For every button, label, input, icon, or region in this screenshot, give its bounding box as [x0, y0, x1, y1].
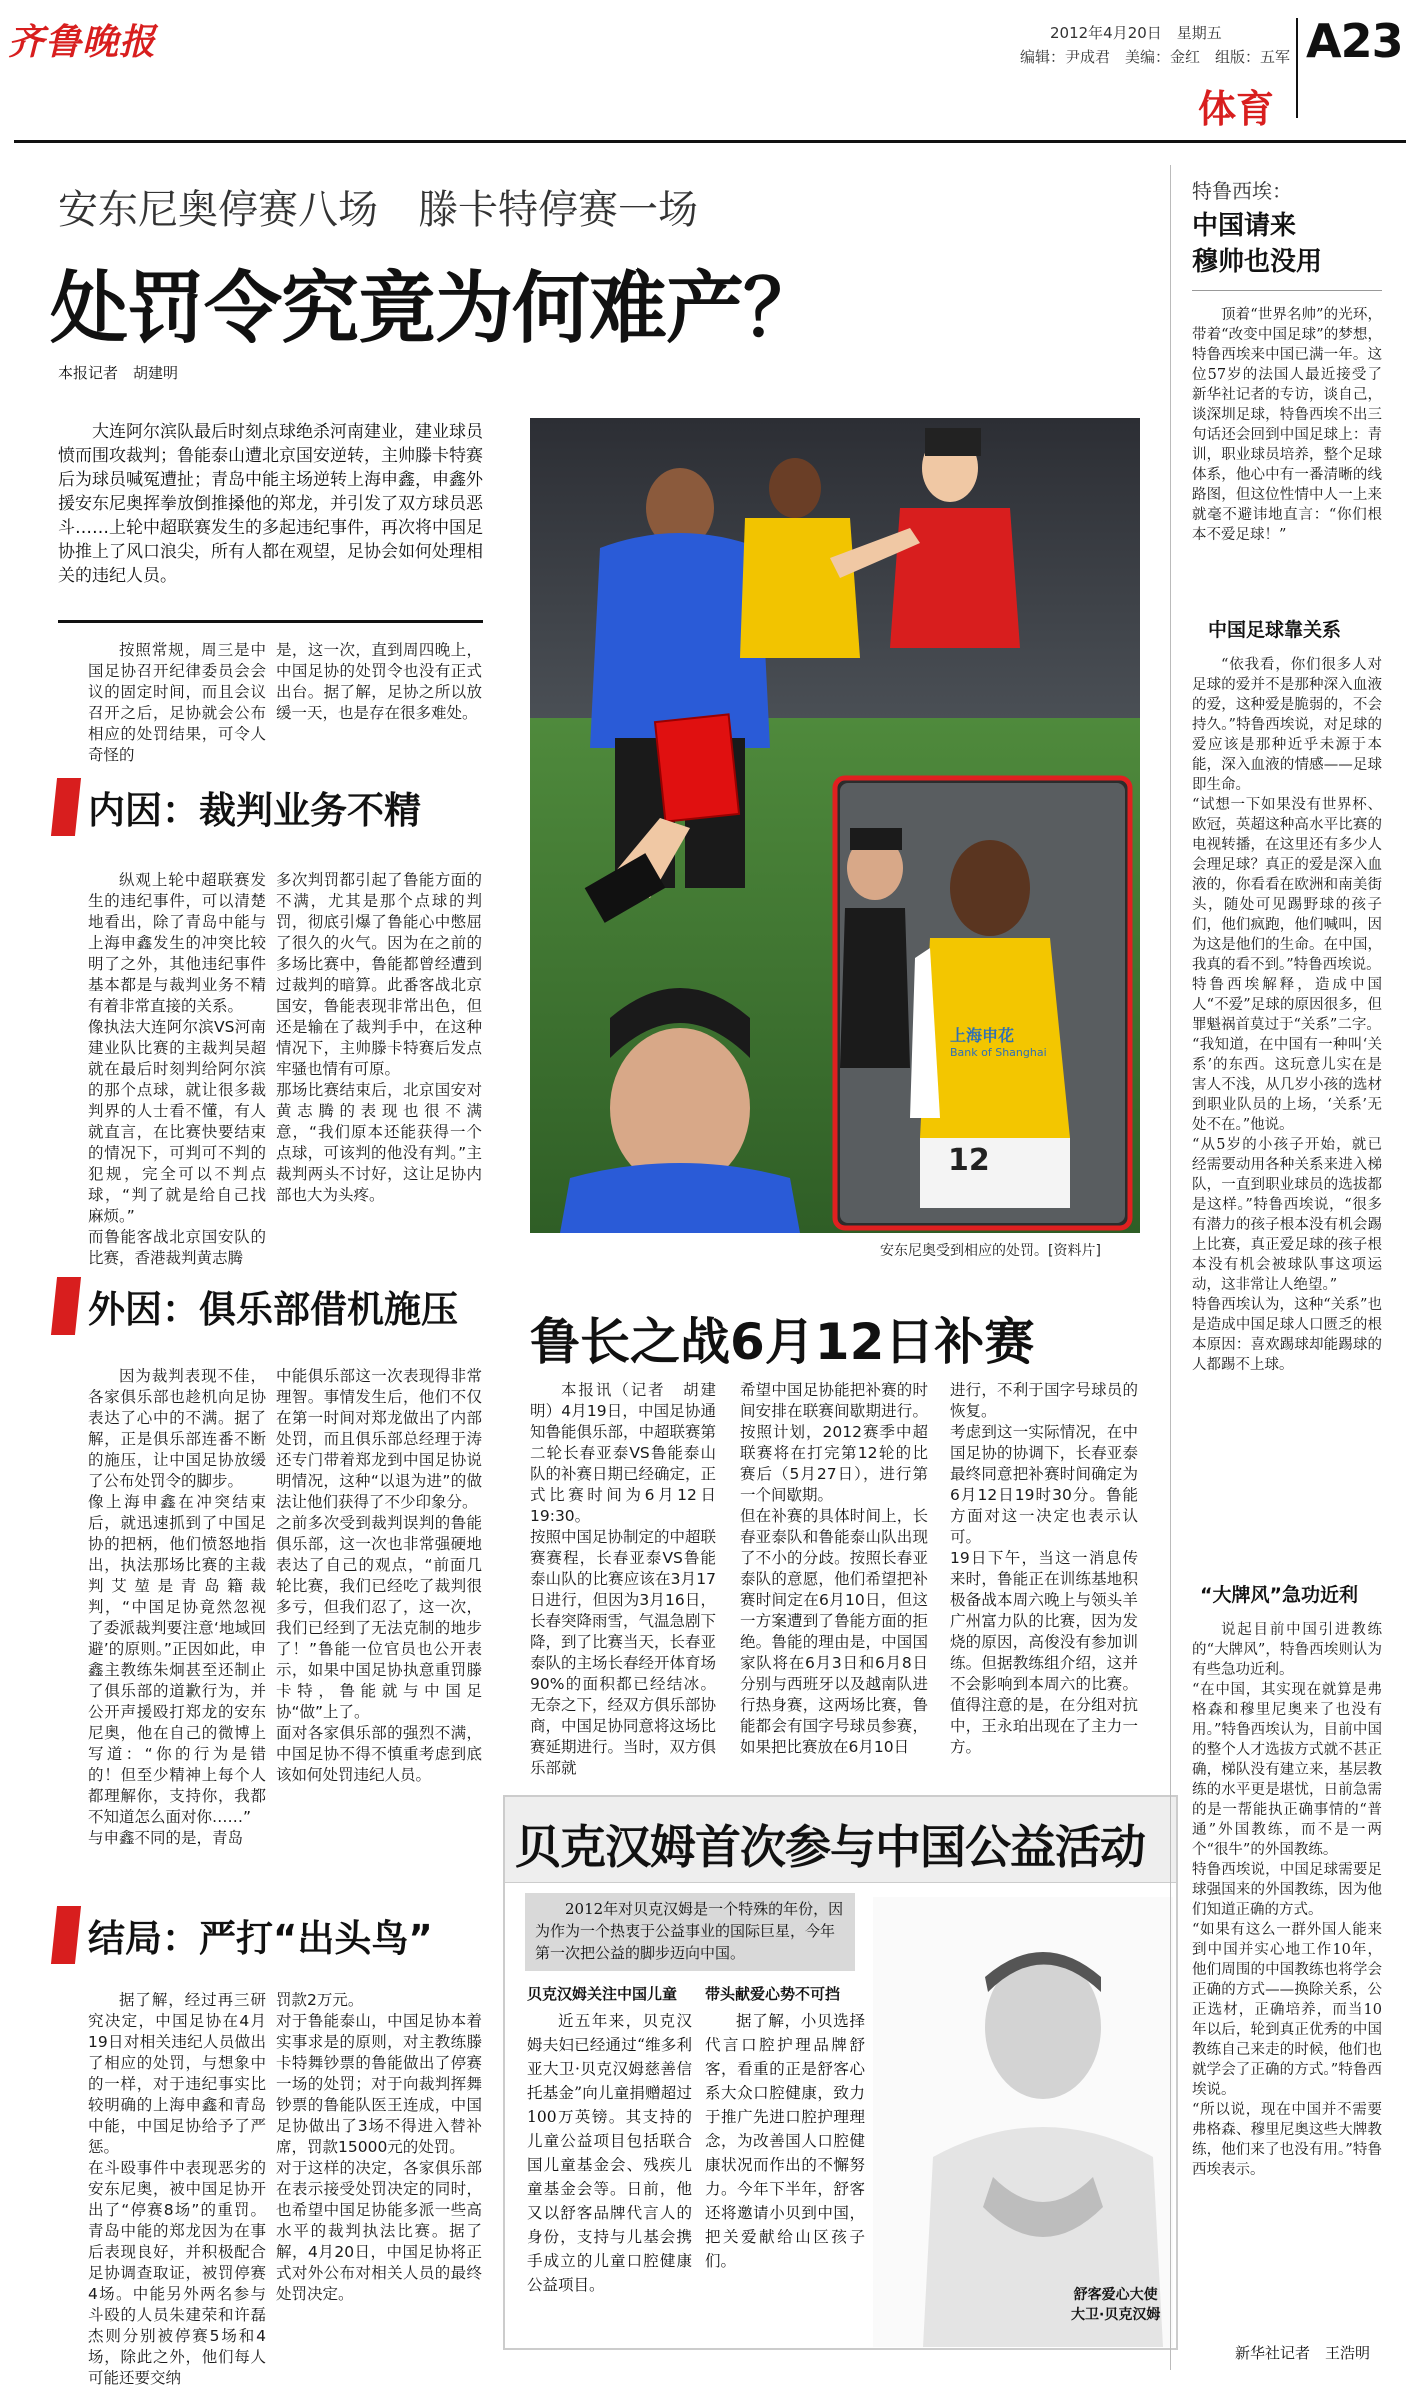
section-1-col-1: 纵观上轮中超联赛发生的违纪事件，可以清楚地看出，除了青岛中能与上海申鑫发生的冲突比较明了之外，其他违纪事件基本都是与裁判业务不精有着非常直接的关系。 像执法大连阿尔滨VS河南建业队比赛的主裁判吴超就在最后时刻判给阿尔滨的那个点球，就让很多裁判界的人士看不懂，有人就直言，在比赛快要结束的情况下，可判可不判的犯规，完全可以不判点球，“判了就是给自己找麻烦。” 而鲁能客战北京国安队的比赛，香港裁判黄志腾 [88, 871, 266, 1267]
editor-line: 编辑：尹成君 美编：金红 组版：五军 [1020, 48, 1291, 66]
photo-caption: 安东尼奥受到相应的处罚。[资料片] [880, 1243, 1101, 1259]
beckham-col-2-title: 带头献爱心势不可挡 [705, 1985, 841, 2003]
intro-col-2: 是，这一次，直到周四晚上，中国足协的处罚令也没有正式出台。据了解，足协之所以放缓一天，也是存在很多难处。 [276, 641, 482, 722]
sponsor-english: Bank of Shanghai [950, 1046, 1047, 1059]
story-headline: 处罚令究竟为何难产？ [50, 264, 821, 354]
section-3-col-2: 罚款2万元。 对于鲁能泰山，中国足协本着实事求是的原则，对主教练滕卡特舞钞票的鲁能做出了停赛一场的处罚；对于向裁判挥舞钞票的鲁能队医王连成，中国足协做出了3场不得进入替补席，罚款15000元的处罚。 对于这样的决定，各家俱乐部在表示接受处罚决定的同时，也希望中国足协能多派一些高水平的裁判执法比赛。据了解，4月20日，中国足协将正式对外公布对相关人员的最终处罚决定。 [276, 1991, 482, 2303]
section-title: 内因：裁判业务不精 [88, 789, 421, 832]
date-line: 2012年4月20日 星期五 [1050, 24, 1222, 42]
section-marker [51, 1277, 81, 1335]
header-divider [1296, 18, 1298, 118]
section-1-col-2: 多次判罚都引起了鲁能方面的不满，尤其是那个点球的判罚，彻底引爆了鲁能心中憋屈了很久的火气。因为在之前的多场比赛中，鲁能都曾经遭到过裁判的暗算。此番客战北京国安，鲁能表现非常出色，但还是输在了裁判手中，在这种情况下，主帅滕卡特赛后发点牢骚也情有可原。 那场比赛结束后，北京国安对黄志腾的表现也很不满意，“我们原本还能获得一个点球，可该判的他没有判。”主裁判两头不讨好，这让足协内部也大为头疼。 [276, 871, 482, 1204]
section-name: 体育 [1198, 87, 1275, 131]
story-lede: 大连阿尔滨队最后时刻点球绝杀河南建业，建业球员愤而围攻裁判；鲁能泰山遭北京国安逆转，主帅滕卡特赛后为球员喊冤遭扯；青岛中能主场逆转上海申鑫，申鑫外援安东尼奥挥拳放倒推搡他的郑龙，并引发了双方球员恶斗……上轮中超联赛发生的多起违纪事件，再次将中国足协推上了风口浪尖，所有人都在观望，足协会如何处理相关的违纪人员。 [58, 422, 483, 586]
beckham-intro: 2012年对贝克汉姆是一个特殊的年份，因为作为一个热衷于公益事业的国际巨星，今年第一次把公益的脚步迈向中国。 [525, 1893, 855, 1971]
sidebar-subhead-2: “大牌风”急功近利 [1200, 1584, 1358, 1606]
newspaper-logo: 齐鲁晚报 [8, 21, 157, 63]
sidebar-divider [1170, 165, 1171, 2370]
sidebar-para-2: “依我看，你们很多人对足球的爱并不是那种深入血液的爱，这种爱是脆弱的，不会持久。”特鲁西埃说，对足球的爱应该是那种近乎未源于本能，深入血液的情感——足球即生命。 “试想一下如果没有世界杯、欧冠，英超这种高水平比赛的电视转播，在这里还有多少人会理足球？真正的爱是深入血液的，你看看在欧洲和南美街头，随处可见踢野球的孩子们，他们疯跑，他们喊叫，因为这是他们的生命。在中国，我真的看不到。”特鲁西埃说。 特鲁西埃解释，造成中国人“不爱”足球的原因很多，但罪魁祸首莫过于“关系”二字。 “我知道，在中国有一种叫‘关系’的东西。这玩意儿实在是害人不浅，从几岁小孩的选材到职业队员的上场，‘关系’无处不在。”他说。 “从5岁的小孩子开始，就已经需要动用各种关系来进入梯队，一直到职业球员的选拔都是这样。”特鲁西埃说，“很多有潜力的孩子根本没有机会踢上比赛，真正爱足球的孩子根本没有机会被球队事这项运动，这非常让人绝望。” 特鲁西埃认为，这种“关系”也是造成中国足球人口匮乏的根本原因：喜欢踢球却能踢球的人都踢不上球。 [1192, 657, 1382, 1373]
second-story-col-3: 进行，不利于国字号球员的恢复。 考虑到这一实际情况，在中国足协的协调下，长春亚泰最终同意把补赛时间确定为6月12日19时30分。鲁能方面对这一决定也表示认可。 19日下午，当这一消息传来时，鲁能正在训练基地积极备战本周六晚上与领头羊广州富力队的比赛，因为发烧的原因，高俊没有参加训练。但据教练组介绍，这并不会影响到本周六的比赛。值得注意的是，在分组对抗中，王永珀出现在了主力一方。 [950, 1381, 1138, 1756]
sidebar-byline: 新华社记者 王浩明 [1235, 2344, 1371, 2362]
section-2-col-1: 因为裁判表现不佳，各家俱乐部也趁机向足协表达了心中的不满。据了解，正是俱乐部连番不断的施压，让中国足协放缓了公布处罚令的脚步。 像上海申鑫在冲突结束后，就迅速抓到了中国足协的把柄，他们愤怒地指出，执法那场比赛的主裁判艾堃是青岛籍裁判，“中国足协竟然忽视了委派裁判要注意‘地域回避’的原则。”正因如此，申鑫主教练朱炯甚至还制止了俱乐部的道歉行为，并公开声援殴打郑龙的安东尼奥，他在自己的微博上写道：“你的行为是错的！但至少精神上每个人都理解你，支持你，我都不知道怎么面对你……” 与申鑫不同的是，青岛 [88, 1367, 266, 1847]
story-kicker: 安东尼奥停赛八场 滕卡特停赛一场 [58, 187, 698, 233]
sidebar-kicker: 特鲁西埃： [1192, 179, 1292, 203]
beckham-col-1: 近五年来，贝克汉姆夫妇已经通过“维多利亚大卫·贝克汉姆慈善信托基金”向儿童捐赠超过100万英镑。其支持的儿童公益项目包括联合国儿童基金会、残疾儿童基金会等。日前，他又以舒客品牌代言人的身份，支持与儿基会携手成立的儿童口腔健康公益项目。 [527, 2012, 692, 2294]
sidebar-rule [1192, 290, 1382, 291]
sponsor-text: 上海申花 [950, 1026, 1015, 1045]
second-story-headline: 鲁长之战6月12日补赛 [530, 1313, 1035, 1371]
beckham-col-2: 据了解，小贝选择代言口腔护理品牌舒客，看重的正是舒客心系大众口腔健康，致力于推广先进口腔护理理念，为改善国人口腔健康状况而作出的不懈努力。今年下半年，舒客还将邀请小贝到中国，把关爱献给山区孩子们。 [705, 2012, 865, 2270]
section-heading-internal [54, 778, 421, 836]
page-number: A23 [1306, 14, 1403, 68]
sidebar-para-3: 说起目前中国引进教练的“大牌风”，特鲁西埃则认为有些急功近利。 “在中国，其实现在就算是弗格森和穆里尼奥来了也没有用。”特鲁西埃认为，目前中国的整个人才选拔方式就不甚正确，梯队没有建立来，基层教练的水平更是堪忧，日前急需的是一帮能执正确事情的“普通”外国教练，而不是一两个“很牛”的外国教练。 特鲁西埃说，中国足球需要足球强国来的外国教练，因为他们知道正确的方式。 “如果有这么一群外国人能来到中国并实心地工作10年，他们周围的中国教练也将学会正确的方式——换除关系，公正选材，正确培养，而当10年以后，轮到真正优秀的中国教练自己来走的时候，他们也就学会了正确的方式。”特鲁西埃说。 “所以说，现在中国并不需要弗格森、穆里尼奥这些大牌教练，他们来了也没有用。”特鲁西埃表示。 [1192, 1622, 1382, 2178]
lede-rule [58, 620, 483, 623]
photo-illustration [530, 418, 1140, 1233]
section-heading-external [54, 1277, 458, 1335]
jersey-number: 12 [948, 1143, 990, 1178]
sidebar-para-1: 顶着“世界名帅”的光环，带着“改变中国足球”的梦想，特鲁西埃来中国已满一年。这位57岁的法国人最近接受了新华社记者的专访，谈自己，谈深圳足球，特鲁西埃不出三句话还会回到中国足球上：青训，职业球员培养，整个足球体系，他心中有一番清晰的线路图，但这位性情中人一上来就毫不避讳地直言：“你们根本不爱足球！” [1192, 307, 1382, 543]
sidebar-headline: 中国请来 穆帅也没用 [1192, 211, 1323, 277]
header-rule [14, 140, 1406, 143]
beckham-illustration [873, 1897, 1173, 2347]
beckham-photo-label: 舒客爱心大使 大卫·贝克汉姆 [1071, 2287, 1161, 2323]
second-story-col-2: 希望中国足协能把补赛的时间安排在联赛间歇期进行。按照计划，2012赛季中超联赛将在打完第12轮的比赛后（5月27日），进行第一个间歇期。 但在补赛的具体时间上，长春亚泰队和鲁能泰山队出现了不小的分歧。按照长春亚泰队的意愿，他们希望把补赛时间定在6月10日，但这一方案遭到了鲁能方面的拒绝。鲁能的理由是，中国国家队将在6月3日和6月8日分别与西班牙以及越南队进行热身赛，这两场比赛，鲁能都会有国字号球员参赛，如果把比赛放在6月10日 [740, 1381, 928, 1756]
beckham-col-1-title: 贝克汉姆关注中国儿童 [527, 1985, 678, 2003]
beckham-headline: 贝克汉姆首次参与中国公益活动 [515, 1820, 1145, 1874]
story-byline: 本报记者 胡建明 [58, 364, 179, 382]
section-title: 结局：严打“出头鸟” [88, 1917, 433, 1960]
section-2-col-2: 中能俱乐部这一次表现得非常理智。事情发生后，他们不仅在第一时间对郑龙做出了内部处罚，而且俱乐部总经理于涛还专门带着郑龙到中国足协说明情况，这种“以退为进”的做法让他们获得了不少印象分。 之前多次受到裁判误判的鲁能俱乐部，这一次也非常强硬地表达了自己的观点，“前面几轮比赛，我们已经吃了裁判很多亏，但我们忍了，这一次，我们已经到了无法克制的地步了！”鲁能一位官员也公开表示，如果中国足协执意重罚滕卡特，鲁能就与中国足协“做”上了。 面对各家俱乐部的强烈不满，中国足协不得不慎重考虑到底该如何处罚违纪人员。 [276, 1367, 482, 1784]
main-photo [530, 418, 1140, 1233]
beckham-photo [873, 1897, 1173, 2347]
section-marker [51, 1906, 81, 1964]
section-heading-outcome [54, 1906, 433, 1964]
intro-col-1: 按照常规，周三是中国足协召开纪律委员会会议的固定时间，而且会议召开之后，足协就会公布相应的处罚结果，可令人奇怪的 [88, 641, 266, 764]
sidebar-subhead-1: 中国足球靠关系 [1208, 619, 1342, 641]
section-marker [51, 778, 81, 836]
section-3-col-1: 据了解，经过再三研究决定，中国足协在4月19日对相关违纪人员做出了相应的处罚，与想象中的一样，对于违纪事实比较明确的上海申鑫和青岛中能，中国足协给予了严惩。 在斗殴事件中表现恶劣的安东尼奥，被中国足协开出了“停赛8场”的重罚。青岛中能的郑龙因为在事后表现良好，并积极配合足协调查取证，被罚停赛4场。中能另外两名参与斗殴的人员朱建荣和许磊杰则分别被停赛5场和4场，除此之外，他们每人可能还要交纳 [88, 1991, 266, 2387]
beckham-box [503, 1795, 1178, 2350]
second-story-col-1: 本报讯（记者 胡建明）4月19日，中国足协通知鲁能俱乐部，中超联赛第二轮长春亚泰VS鲁能泰山队的补赛日期已经确定，正式比赛时间为6月12日19:30。 按照中国足协制定的中超联赛赛程，长春亚泰VS鲁能泰山队的比赛应该在3月17日进行，但因为3月16日，长春突降雨雪，气温急剧下降，到了比赛当天，长春亚泰队的主场长春经开体育场90%的面积都已经结冰。无奈之下，经双方俱乐部协商，中国足协同意将这场比赛延期进行。当时，双方俱乐部就 [530, 1381, 717, 1777]
section-title: 外因：俱乐部借机施压 [88, 1288, 458, 1331]
